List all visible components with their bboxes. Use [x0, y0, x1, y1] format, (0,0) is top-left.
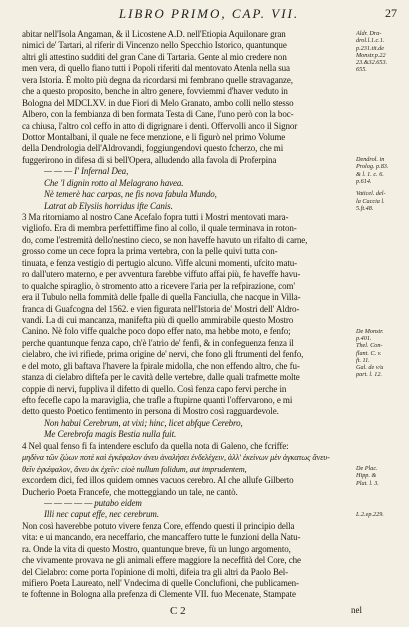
text-line: Albero, con la fembianza di ben formata Testa di Cane, l'uno però con la boc- — [22, 109, 294, 120]
margin-note-line: Vaticel. del- — [356, 190, 386, 198]
margin-note-line: Thel. Con- — [356, 342, 383, 350]
text-line: Me Cerebrofa magis Bestia nulla fuit. — [44, 429, 177, 440]
text-line: Canino. Nè folo viffe qualche poco dopo effer nato, ma hebbe moto, e fenfo; — [22, 326, 291, 337]
text-line: excordem dici, fed illos quidem omnes vacuos cerebro. Al che allufe Gilberto — [22, 475, 294, 486]
text-line: della Dendrologia dell'Aldrovandi, foggiungendovi questo fcherzo, che mi — [22, 143, 284, 154]
text-line: efto fecefle capo la maraviglia, che trafle a ftupirne quanti l'offervarono, e mi — [22, 395, 293, 405]
text-line: e del moto, gli baftava l'havere la fpirale midolla, che non effendo altro, che fu- — [22, 360, 300, 371]
text-line: franca di Guafcogna del 1562. e vien figurata nell'Istoria de' Mostri dell' Aldro- — [22, 303, 300, 314]
text-line: ra. Onde la vita di questo Mostro, quantunque breve, fù un lungo argomento, — [22, 543, 291, 554]
margin-note-line: 655. — [356, 66, 367, 74]
margin-note-line: 23.&32.653. — [356, 59, 388, 67]
text-line: era il Tubulo nella fommità delle fpalle di quella Fanciulla, che nacque in Villa- — [22, 292, 301, 303]
text-line: vera Istoria. È molto più degna da ricordarsi mi fembrano quelle stravaganze, — [22, 74, 293, 85]
text-line: perche quantunque fenza capo, ch'è l'atrio de' fenfi, & in confeguenza fenza il — [22, 337, 294, 348]
text-line: 4 Nel qual fenso fi fa intendere esclufo da quella nota di Galeno, che fcriffe: — [22, 440, 289, 451]
margin-note-line: la Caccia l. — [356, 197, 385, 205]
text-line: grosso come un cece fopra la prima vertebra, con la pelle quivi tutta con- — [22, 246, 278, 257]
page-number: 27 — [385, 6, 397, 20]
margin-note-line: part. l. 12. — [356, 371, 382, 379]
catchword: nel — [351, 605, 362, 615]
margin-note-line: Plat. l. 3. — [356, 479, 379, 487]
signature-mark: C 2 — [170, 605, 186, 617]
margin-note-line: drol.l.1.c.1. — [356, 37, 385, 45]
margin-note — [356, 511, 408, 518]
text-line: Che 'l dignin rotto al Melagrano havea. — [44, 177, 184, 188]
margin-note-line: De Monstr. — [356, 327, 384, 335]
text-line: to qualche spiraglio, ò stromento atto a ricevere l'aria per la refpirazione, com' — [22, 280, 295, 291]
text-line: detto questo Poetico fentimento in persona di Mostro così ragguardevole. — [22, 406, 279, 417]
margin-note-line: 5.ft.48. — [356, 204, 374, 212]
margin-note — [356, 328, 408, 379]
margin-note-line: Prolog. p.83. — [356, 163, 389, 171]
text-line: te foftenne in Bologna alla prefenza di Clemente VII. fuo Mecenate, Stampate — [22, 589, 296, 600]
margin-note-line: Gal. de v/u — [356, 364, 384, 372]
margin-note — [356, 190, 408, 212]
text-line: — — — — — putabo eidem — [44, 497, 142, 508]
margin-note — [356, 465, 408, 487]
text-line: Latrat ab Elysiis horridus ifte Canis. — [44, 200, 173, 211]
margin-note-line: Hipp. & — [356, 472, 377, 480]
text-line: del Cielabro: come porta l'opinione di molti, difeia tra gli altri da Paolo Bel- — [22, 566, 289, 577]
margin-note-line: & l. 1. c. 6. — [356, 170, 384, 178]
running-head: LIBRO PRIMO, CAP. VII. — [118, 6, 300, 21]
margin-note-line: Aldr. Dra- — [356, 30, 382, 37]
text-line: Non così haverebbe potuto vivere fenza Core, effendo questi il principio della — [22, 520, 295, 531]
text-line: ca chiusa, l'altro col ceffo in atto di digrignare i denti. Offervolli anco il Signor — [22, 120, 298, 131]
text-line: ro dall'utero materno, e per avventura farebbe viffuto affai più, fe haveffe havu- — [22, 269, 301, 280]
page-footer — [22, 605, 362, 619]
text-line: Bologna del MDCLXV. in due Fiori di Melo Granato, ambo colli nello stesso — [22, 97, 294, 108]
margin-note-line: De Plac. — [356, 465, 378, 473]
text-line: Illi nec caput effe, nec cerebrum. — [44, 509, 159, 520]
text-line: 3 Ma ritorniamo al nostro Cane Acefalo fopra tutti i Mostri mentovati mara- — [22, 212, 289, 222]
text-line: — — — I' Infernal Dea, — [44, 166, 129, 177]
margin-note — [356, 30, 408, 74]
text-line: che vivamente provava ne gli animali effere maggiore la neceffità del Core, che — [22, 555, 301, 566]
text-line: mifiero Poeta Laureato, nell' Vndecima di quelle Conclufioni, che publicamen- — [22, 578, 299, 588]
text-line: Dottor Montalbani, il quale ne fece menzione, e li figurò nel primo Volume — [22, 131, 286, 142]
text-line: Ducherio Poeta Francefe, che motteggiando un tale, ne cantò. — [22, 486, 238, 497]
text-line: vandi. La di cui mancanza, manifefta più di quello ammirabile questo Mostro — [22, 314, 294, 325]
margin-note-line: p.231.tit.de — [356, 44, 385, 52]
text-line: Non habui Cerebrum, at vixi; hinc, licet abfque Cerebro, — [44, 417, 243, 428]
text-line: stanza di cielabro diftefa per le cavità delle vertebre, dalle quali trafmette molte — [22, 372, 300, 383]
text-line: men vera, di quello fiano tutti i Popoli riferiti dal mentovato Atenla nella sua — [22, 63, 290, 74]
margin-note-line: p.401. — [356, 334, 372, 342]
text-line: vigliofo. Era di membra perfettiffime fino al collo, il quale terminava in roton- — [22, 223, 297, 234]
main-text-column — [22, 29, 350, 601]
text-line: tinuata, e fenza vestigio di pertugio alcuno. Viffe alcuni momenti, ufcito matu- — [22, 257, 298, 268]
text-line: coppie di nervi, fuppliva il difetto di quello. Così fenza capo fervi perche in — [22, 383, 287, 394]
text-line: vita: e ui mancando, era neceffario, che mancaffero tutte le funzioni della Natu- — [22, 532, 301, 543]
text-line: Nè temerè hac carpas, ne fis nova fabula Mundo, — [44, 189, 217, 200]
text-line: θεῖν ἐγκέφαλον, ἄνευ ἀκ ἐχεῖν: cioè nullum folidum, aut imprudentem, — [22, 464, 247, 474]
margin-note-line: Dendrol. in — [356, 155, 385, 163]
margin-note-line: p.614. — [356, 177, 372, 185]
margin-note — [356, 156, 408, 185]
margin-note-line: flant. C. v. — [356, 349, 382, 357]
text-line: che a questo proposito, benche in altro genere, fovviemmi d'haver veduto in — [22, 86, 288, 97]
margin-note-line: L.2.ep.229. — [356, 510, 384, 518]
margin-note-line: ft. 11. — [356, 356, 370, 364]
text-line: fuggerirono in difesa di si bell'Opera, alludendo alla favola di Proferpina — [22, 154, 277, 165]
text-line: do, come l'estremità dello'nestino cieco, se non haveffe havuto un rifalto di carne, — [22, 234, 308, 245]
text-line: μηδίνα τῶν ζώων ποτὲ καὶ ἐγκέφαλον ἀνευ ἀναλήσει ἐνδελέχειν, ἀλλ' ἐκείνων μὲν ἀγκατως ἄνευ- — [22, 453, 330, 463]
text-line: altri gli attestino sudditi del gran Cane di Tartaria. Gente al mio credere non — [22, 51, 287, 62]
text-line: nimici de' Tartari, al riferir di Vincenzo nello Specchio Istorico, quantunque — [22, 40, 287, 51]
margin-note-line: Monstr.p.22 — [356, 51, 386, 59]
text-line: cielabro, che ivi rifiede, prima origine de' nervi, che fono gli ftrumenti del fenfo, — [22, 349, 304, 360]
text-line: abitar nell'Isola Angaman, & il Licostene A.D. nell'Etiopia Aquilonare gran — [22, 29, 286, 39]
